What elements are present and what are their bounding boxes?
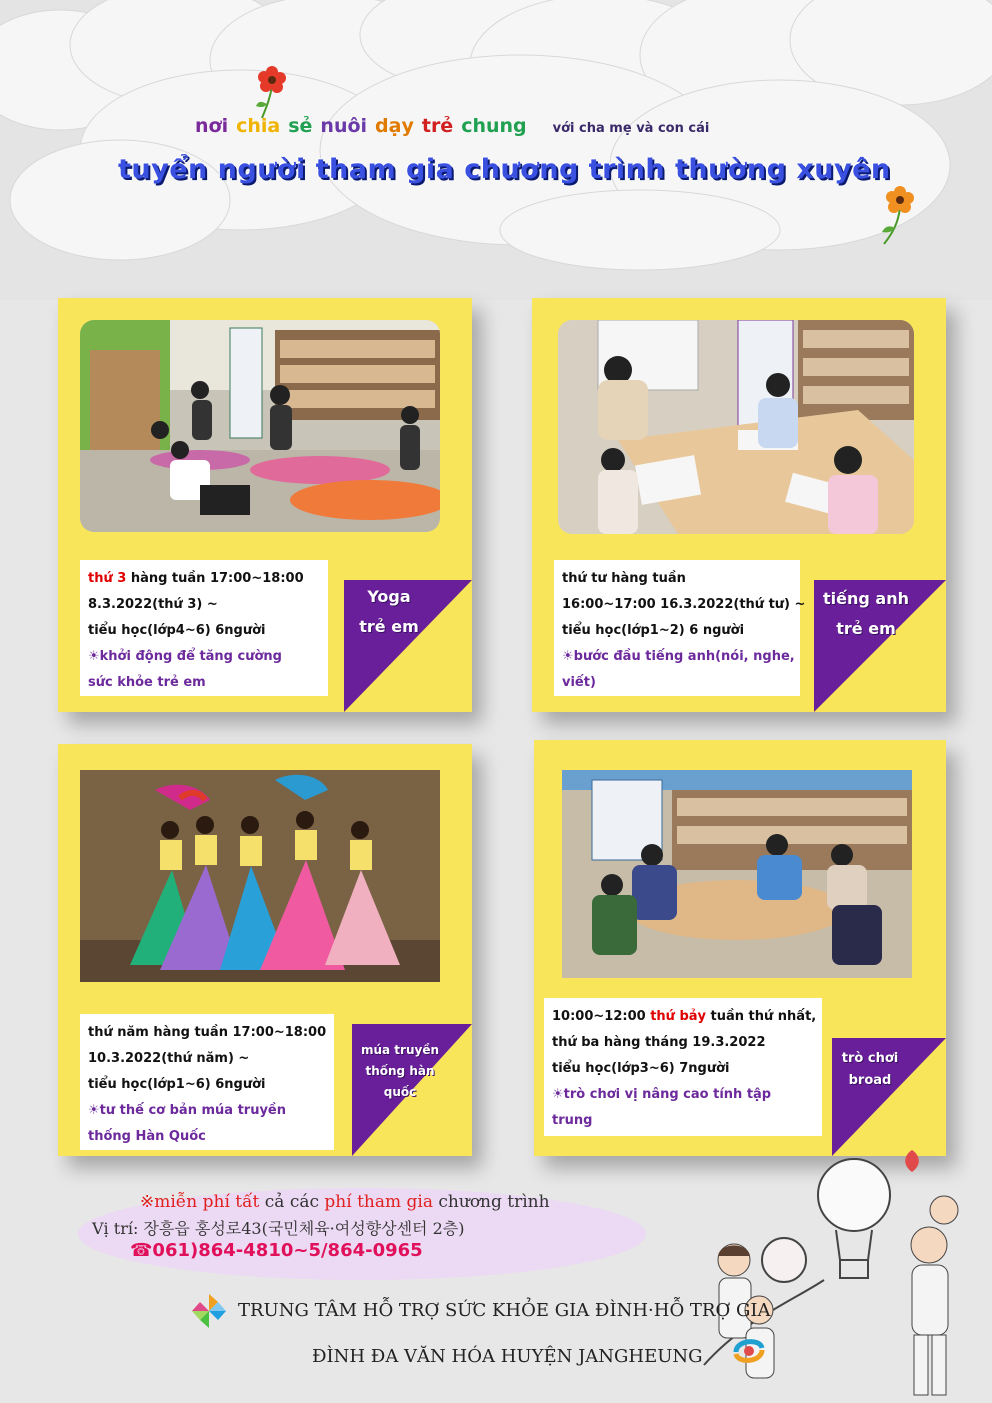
program-info-line (88, 1098, 326, 1124)
program-info-line (562, 566, 792, 592)
info-text: thứ năm hàng tuần 17:00~18:00 (88, 1025, 327, 1040)
program-info-boardgame (544, 998, 822, 1136)
program-tag-english: tiếng anh trẻ em (823, 589, 909, 638)
english-photo (558, 320, 914, 534)
pinwheel-logo-icon (190, 1292, 228, 1330)
info-text: ☀bước đầu tiếng anh(nói, nghe, (562, 649, 795, 664)
program-info-line (88, 618, 320, 644)
subtitle-word: nuôi (320, 115, 368, 137)
info-text: 10.3.2022(thứ năm) ~ (88, 1051, 250, 1066)
program-card-yoga (58, 298, 472, 712)
program-info-line (552, 1082, 814, 1108)
flower-icon (878, 186, 918, 246)
program-info-line (552, 1004, 817, 1030)
info-text: 16:00~17:00 16.3.2022(thứ tư) ~ (562, 597, 806, 612)
subtitle-word: nơi (195, 115, 229, 137)
phone-number: ☎061)864-4810~5/864-0965 (130, 1240, 423, 1261)
program-info-yoga (80, 560, 328, 696)
program-info-dance (80, 1014, 334, 1150)
info-text: tuần thứ nhất, (706, 1009, 817, 1024)
free-notice-part: phí tham gia (324, 1192, 433, 1212)
info-text: thống Hàn Quốc (88, 1129, 206, 1144)
dance-photo (80, 770, 440, 982)
program-info-line (552, 1108, 814, 1134)
program-card-english (532, 298, 946, 712)
info-text: thứ bảy (650, 1009, 706, 1024)
program-tag-dance: múa truyền thống hàn quốc (360, 1043, 440, 1099)
family-illustration (664, 1150, 992, 1403)
subtitle-word: trẻ (421, 115, 454, 137)
address: Vị trí: 장흥읍 홍성로43(국민체육·여성향상센터 2층) (92, 1219, 465, 1238)
program-info-line (562, 592, 806, 618)
program-info-line (562, 670, 792, 696)
info-text: hàng tuần 17:00~18:00 (126, 571, 304, 586)
program-info-line (88, 1046, 326, 1072)
program-info-line (562, 618, 792, 644)
program-card-boardgame (534, 740, 946, 1156)
program-info-line (88, 1020, 326, 1046)
program-card-dance (58, 744, 472, 1156)
cloud-background (0, 0, 992, 300)
footer-line-1: TRUNG TÂM HỖ TRỢ SỨC KHỎE GIA ĐÌNH·HỖ TRỢ GIA (238, 1300, 771, 1321)
subtitle-word: chung (461, 115, 527, 137)
free-notice-part: miễn phí tất (154, 1192, 260, 1212)
program-tag-boardgame: trò chơi broad (841, 1051, 899, 1088)
info-text: tiểu học(lớp1~6) 6người (88, 1077, 266, 1092)
yoga-photo (80, 320, 440, 532)
info-text: ☀trò chơi vị nâng cao tính tập (552, 1087, 772, 1102)
info-text: trung (552, 1113, 593, 1128)
program-info-line (88, 1124, 326, 1150)
subtitle-word: sẻ (288, 115, 313, 137)
program-info-line (552, 1056, 814, 1082)
subtitle-small: với cha mẹ và con cái (552, 121, 710, 136)
program-info-line (88, 670, 320, 696)
page-title: tuyển người tham gia chương trình thường xuyên (118, 154, 891, 185)
info-text: tiểu học(lớp3~6) 7người (552, 1061, 730, 1076)
free-notice-part: chương trình (433, 1192, 550, 1212)
free-notice-part: ※ (140, 1192, 155, 1212)
flower-icon (252, 64, 292, 120)
info-text: thứ ba hàng tháng 19.3.2022 (552, 1035, 766, 1050)
free-notice-part: cả các (259, 1192, 325, 1212)
info-text: tiểu học(lớp1~2) 6 người (562, 623, 745, 638)
subtitle-word: chia (236, 115, 281, 137)
info-text: thứ 3 (88, 571, 127, 586)
program-info-english (554, 560, 806, 696)
subtitle-word: dạy (375, 115, 414, 137)
program-info-line (88, 592, 320, 618)
program-info-line (88, 1072, 326, 1098)
free-notice (140, 1192, 550, 1212)
boardgame-photo (562, 770, 912, 978)
info-text: viết) (562, 675, 596, 690)
info-text: 8.3.2022(thứ 3) ~ (88, 597, 218, 612)
program-tag-yoga: Yoga trẻ em (359, 587, 419, 636)
info-text: thứ tư hàng tuần (562, 571, 686, 586)
footer-line-2: ĐÌNH ĐA VĂN HÓA HUYỆN JANGHEUNG (312, 1346, 703, 1367)
info-text: sức khỏe trẻ em (88, 675, 206, 690)
program-info-line (552, 1030, 814, 1056)
subtitle (195, 115, 717, 137)
swirl-logo-icon (730, 1334, 768, 1368)
info-text: ☀khởi động để tăng cường (88, 649, 282, 664)
program-info-line (562, 644, 795, 670)
info-text: ☀tư thế cơ bản múa truyền (88, 1103, 287, 1118)
info-text: tiểu học(lớp4~6) 6người (88, 623, 266, 638)
program-info-line (88, 566, 320, 592)
program-info-line (88, 644, 320, 670)
info-text: 10:00~12:00 (552, 1009, 651, 1024)
